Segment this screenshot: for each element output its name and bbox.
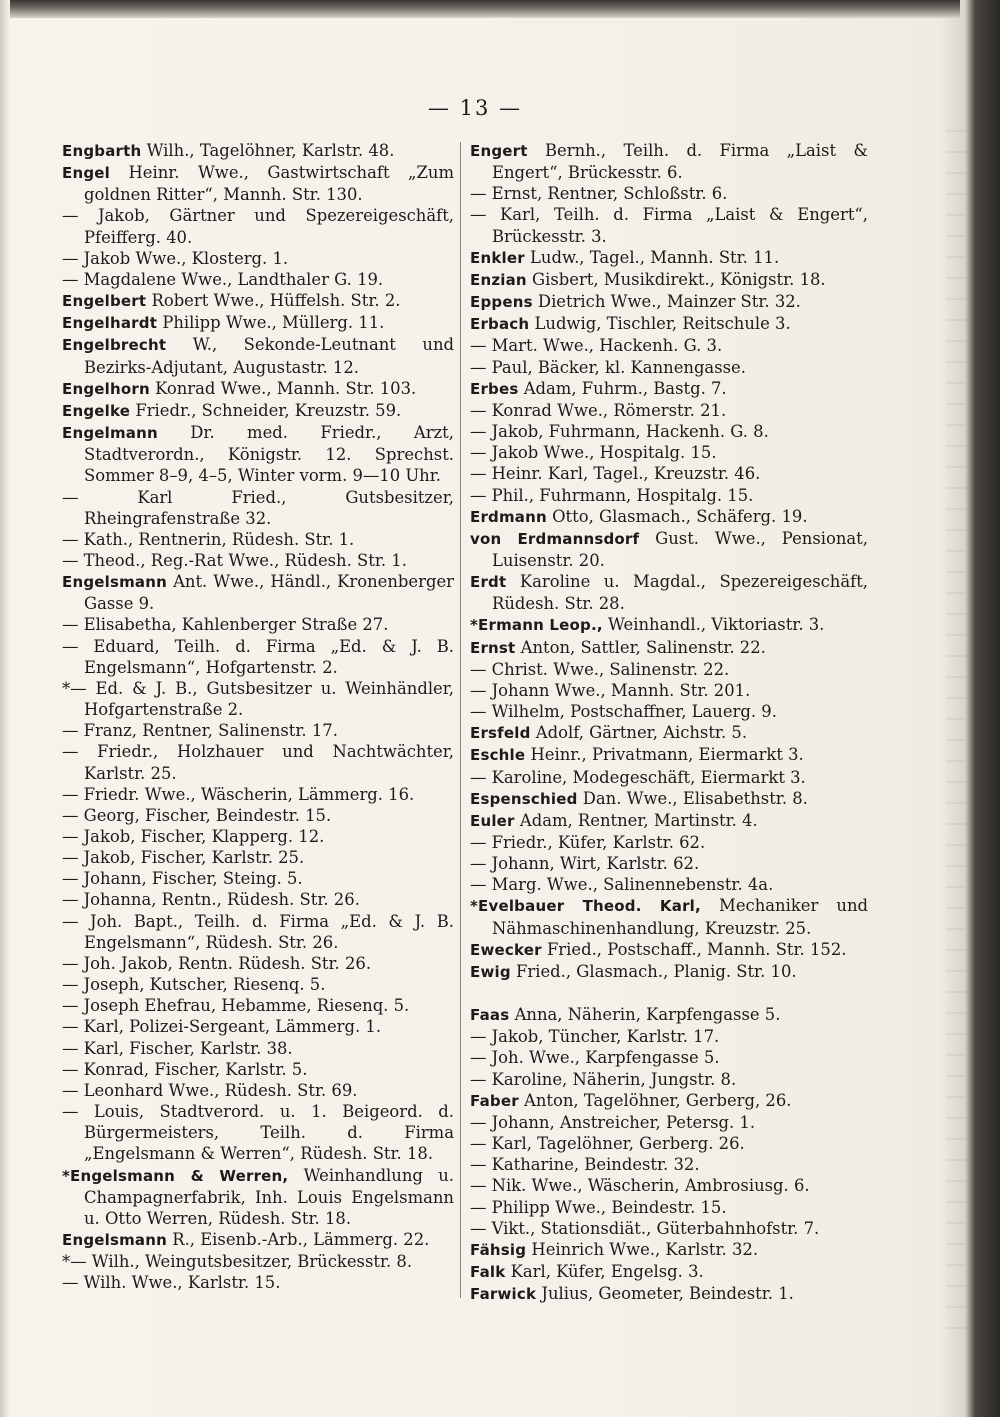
directory-entry — [470, 442, 868, 463]
entry-surname: Erbach — [470, 315, 530, 334]
directory-entry — [470, 853, 868, 874]
directory-entry — [470, 485, 868, 506]
entry-details: Heinr., Privatmann, Eiermarkt 3. — [530, 745, 804, 765]
directory-entry — [62, 953, 454, 974]
entry-details: — Paul, Bäcker, kl. Kannengasse. — [470, 357, 746, 377]
entry-details: — Magdalene Wwe., Landthaler G. 19. — [62, 269, 384, 289]
entry-details: — Karoline, Näherin, Jungstr. 8. — [470, 1069, 737, 1089]
directory-entry — [62, 995, 454, 1016]
entry-details: — Jakob Wwe., Klosterg. 1. — [62, 248, 289, 268]
entry-details: — Karl, Fischer, Karlstr. 38. — [62, 1038, 293, 1058]
entry-details: Heinr. Wwe., Gastwirtschaft „Zum goldnen Ritter“, Mannh. Str. 130. — [84, 163, 454, 205]
directory-entry — [470, 140, 868, 183]
directory-entry — [62, 1229, 454, 1251]
directory-entry — [470, 1026, 868, 1047]
directory-entry — [62, 1272, 454, 1293]
entry-surname: Faas — [470, 1006, 510, 1025]
directory-entry — [470, 701, 868, 722]
directory-entry — [470, 874, 868, 895]
entry-details: — Elisabetha, Kahlenberger Straße 27. — [62, 615, 389, 635]
entry-details: Wilh., Tagelöhner, Karlstr. 48. — [146, 141, 395, 160]
directory-entry — [62, 571, 454, 614]
entry-surname: Erdt — [470, 573, 507, 592]
entry-details: W., Sekonde-Leutnant und Bezirks-Adjutant, Augustastr. 12. — [84, 335, 454, 377]
entry-details: Julius, Geometer, Beindestr. 1. — [541, 1284, 794, 1304]
directory-entry — [62, 378, 454, 400]
entry-surname: *Ermann Leop., — [470, 616, 603, 635]
entry-details: — Franz, Rentner, Salinenstr. 17. — [62, 721, 338, 741]
entry-details: — Jakob, Fuhrmann, Hackenh. G. 8. — [470, 422, 769, 442]
directory-entry — [470, 1112, 868, 1133]
directory-entry — [470, 939, 868, 961]
directory-entry — [62, 805, 454, 826]
directory-entry — [62, 422, 454, 486]
directory-entry — [470, 1197, 868, 1218]
directory-entry — [62, 269, 454, 290]
directory-entry — [62, 248, 454, 269]
directory-entry — [470, 1047, 868, 1068]
directory-entry — [470, 1090, 868, 1112]
directory-entry — [470, 421, 868, 442]
entry-details: Konrad Wwe., Mannh. Str. 103. — [155, 378, 417, 398]
entry-details: — Wilh. Wwe., Karlstr. 15. — [62, 1273, 281, 1293]
entry-details: — Nik. Wwe., Wäscherin, Ambrosiusg. 6. — [470, 1176, 810, 1196]
entry-details: — Jakob Wwe., Hospitalg. 15. — [470, 443, 717, 463]
entry-details: — Ernst, Rentner, Schloßstr. 6. — [470, 184, 728, 204]
entry-details: — Friedr., Küfer, Karlstr. 62. — [470, 833, 706, 852]
entry-surname: Engelhardt — [62, 314, 158, 333]
entry-surname: Eppens — [470, 293, 533, 312]
entry-details: Dietrich Wwe., Mainzer Str. 32. — [537, 292, 801, 312]
entry-surname: Engelsmann — [62, 573, 168, 592]
directory-entry — [470, 1004, 868, 1026]
entry-surname: Eschle — [470, 746, 526, 765]
entry-surname: Erdmann — [470, 507, 547, 526]
directory-entry — [62, 290, 454, 312]
entry-surname: Engelhorn — [62, 379, 150, 398]
entry-details: Friedr., Schneider, Kreuzstr. 59. — [135, 400, 402, 420]
directory-entry — [470, 1069, 868, 1090]
entry-details: — Joh. Jakob, Rentn. Rüdesh. Str. 26. — [62, 953, 372, 973]
entry-details: — Theod., Reg.-Rat Wwe., Rüdesh. Str. 1. — [62, 550, 407, 570]
entry-surname: Engelsmann — [62, 1230, 168, 1249]
entry-surname: Fähsig — [470, 1240, 527, 1259]
directory-entry — [470, 832, 868, 853]
entry-details: Philipp Wwe., Müllerg. 11. — [162, 313, 385, 333]
entry-surname: Falk — [470, 1262, 506, 1281]
entry-surname: Ewecker — [470, 940, 542, 959]
directory-entry — [62, 312, 454, 334]
directory-entry — [470, 335, 868, 356]
directory-entry — [62, 614, 454, 635]
entry-details: — Georg, Fischer, Beindestr. 15. — [62, 805, 332, 825]
entry-details: Mechaniker und Nähmaschinenhandlung, Kreuzstr. 25. — [492, 896, 868, 938]
entry-details: — Joseph Ehefrau, Hebamme, Riesenq. 5. — [62, 996, 410, 1016]
directory-entry — [62, 784, 454, 805]
directory-entry — [470, 463, 868, 484]
entry-details: — Joh. Bapt., Teilh. d. Firma „Ed. & J. B. Engelsmann“, Rüdesh. Str. 26. — [62, 911, 454, 952]
directory-entry — [470, 1175, 868, 1196]
entry-details: Ludw., Tagel., Mannh. Str. 11. — [530, 247, 780, 267]
entry-details: — Johann, Anstreicher, Petersg. 1. — [470, 1112, 756, 1132]
entry-surname: Engelbert — [62, 292, 147, 311]
directory-entry — [470, 961, 868, 983]
directory-entry — [470, 1133, 868, 1154]
entry-details: Ludwig, Tischler, Reitschule 3. — [534, 314, 791, 334]
entry-details: — Jakob, Gärtner und Spezereigeschäft, Pfeifferg. 40. — [62, 206, 454, 247]
entry-details: *— Ed. & J. B., Gutsbesitzer u. Weinhändler, Hofgartenstraße 2. — [62, 678, 454, 720]
directory-entry — [470, 571, 868, 614]
directory-entry — [62, 487, 454, 529]
entry-details: — Joh. Wwe., Karpfengasse 5. — [470, 1048, 720, 1068]
entry-surname: Farwick — [470, 1285, 537, 1304]
entry-details: — Johanna, Rentn., Rüdesh. Str. 26. — [62, 890, 360, 910]
entry-surname: Engelke — [62, 401, 131, 420]
entry-details: Gust. Wwe., Pensionat, Luisenstr. 20. — [492, 528, 868, 570]
directory-entry — [62, 205, 454, 247]
entry-surname: Engelbrecht — [62, 336, 167, 355]
directory-entry — [62, 741, 454, 783]
entry-details: — Konrad, Fischer, Karlstr. 5. — [62, 1059, 308, 1079]
directory-entry — [62, 529, 454, 550]
entry-details: — Karl, Tagelöhner, Gerberg. 26. — [470, 1134, 745, 1154]
directory-entry — [470, 291, 868, 313]
entry-surname: Ersfeld — [470, 724, 531, 743]
directory-entry — [62, 889, 454, 910]
entry-details: — Eduard, Teilh. d. Firma „Ed. & J. B. Engelsmann“, Hofgartenstr. 2. — [62, 636, 454, 677]
entry-details: Karoline u. Magdal., Spezereigeschäft, Rüdesh. Str. 28. — [492, 572, 868, 614]
entry-details: — Louis, Stadtverord. u. 1. Beigeord. d. Bürgermeisters, Teilh. d. Firma „Engelsmann & Werren“, Rüdesh. Str. 18. — [62, 1102, 454, 1164]
entry-surname: Engbarth — [62, 142, 142, 160]
entry-details: — Kath., Rentnerin, Rüdesh. Str. 1. — [62, 529, 355, 549]
entry-details: Bernh., Teilh. d. Firma „Laist & Engert“, Brückesstr. 6. — [492, 141, 868, 183]
directory-entry — [62, 1059, 454, 1080]
directory-entry — [62, 974, 454, 995]
directory-entry — [62, 720, 454, 741]
entry-details: R., Eisenb.-Arb., Lämmerg. 22. — [172, 1229, 430, 1249]
entry-details: — Katharine, Beindestr. 32. — [470, 1155, 700, 1175]
directory-entry — [470, 204, 868, 246]
directory-entry — [470, 183, 868, 204]
entry-surname: Erbes — [470, 379, 519, 398]
entry-details: — Friedr. Wwe., Wäscherin, Lämmerg. 16. — [62, 784, 415, 804]
entry-details: — Jakob, Fischer, Karlstr. 25. — [62, 848, 305, 868]
entry-details: — Johann Wwe., Mannh. Str. 201. — [470, 680, 751, 700]
entry-surname: Euler — [470, 811, 515, 830]
entry-details: — Johann, Wirt, Karlstr. 62. — [470, 854, 700, 874]
entry-details: — Leonhard Wwe., Rüdesh. Str. 69. — [62, 1080, 358, 1100]
entry-details: Weinhandl., Viktoriastr. 3. — [608, 615, 825, 635]
entry-surname: Engel — [62, 164, 110, 183]
directory-entry — [470, 895, 868, 938]
directory-entry — [62, 1251, 454, 1272]
directory-entry — [62, 334, 454, 377]
directory-entry — [470, 313, 868, 335]
entry-surname: Espenschied — [470, 789, 578, 808]
entry-details: Adam, Fuhrm., Bastg. 7. — [523, 378, 727, 398]
directory-entry — [62, 868, 454, 889]
entry-details: — Philipp Wwe., Beindestr. 15. — [470, 1197, 727, 1217]
entry-details: Ant. Wwe., Händl., Kronenberger Gasse 9. — [84, 572, 454, 614]
entry-surname: Engert — [470, 142, 528, 160]
directory-entry — [62, 636, 454, 678]
directory-entry — [470, 722, 868, 744]
entry-details: — Jakob, Fischer, Klapperg. 12. — [62, 827, 325, 846]
directory-entry — [470, 1239, 868, 1261]
directory-entry — [470, 269, 868, 291]
directory-entry — [62, 1101, 454, 1164]
directory-entry — [62, 1038, 454, 1059]
entry-details: — Karl Fried., Gutsbesitzer, Rheingrafenstraße 32. — [62, 487, 454, 528]
directory-entry — [470, 788, 868, 810]
entry-details: *— Wilh., Weingutsbesitzer, Brückesstr. 8. — [62, 1252, 413, 1272]
entry-surname: Engelmann — [62, 424, 158, 443]
entry-details: — Marg. Wwe., Salinennebenstr. 4a. — [470, 875, 774, 895]
directory-entry — [470, 506, 868, 528]
directory-entry — [62, 911, 454, 953]
directory-entry — [470, 680, 868, 701]
section-gap — [470, 983, 868, 1004]
directory-entry — [470, 1283, 868, 1305]
entry-details: Weinhandlung u. Champagnerfabrik, Inh. Louis Engelsmann u. Otto Werren, Rüdesh. Str. 18. — [84, 1165, 454, 1228]
entry-details: Anton, Tagelöhner, Gerberg, 26. — [524, 1090, 792, 1110]
entry-details: Fried., Glasmach., Planig. Str. 10. — [516, 961, 797, 981]
entry-details: — Joseph, Kutscher, Riesenq. 5. — [62, 975, 326, 995]
entry-surname: *Engelsmann & Werren, — [62, 1166, 289, 1185]
directory-entry — [470, 357, 868, 378]
entry-details: Otto, Glasmach., Schäferg. 19. — [552, 506, 808, 526]
directory-entry — [470, 744, 868, 766]
right-column — [470, 140, 868, 1305]
bleed-through — [946, 130, 966, 1330]
entry-details: — Friedr., Holzhauer und Nachtwächter, Karlstr. 25. — [62, 742, 454, 783]
entry-details: Karl, Küfer, Engelsg. 3. — [510, 1261, 704, 1281]
directory-entry — [470, 767, 868, 788]
entry-details: Anton, Sattler, Salinenstr. 22. — [520, 637, 766, 657]
entry-surname: Ewig — [470, 962, 511, 981]
directory-entry — [470, 637, 868, 659]
entry-surname: Enkler — [470, 248, 525, 267]
entry-details: Dr. med. Friedr., Arzt, Stadtverordn., Königstr. 12. Sprechst. Sommer 8–9, 4–5, Winter vorm. 9—10 Uhr. — [84, 423, 454, 486]
page-number: — 13 — — [427, 96, 523, 120]
entry-details: — Phil., Fuhrmann, Hospitalg. 15. — [470, 485, 754, 505]
directory-entry — [62, 678, 454, 720]
directory-entry — [62, 140, 454, 162]
entry-details: — Jakob, Tüncher, Karlstr. 17. — [470, 1027, 720, 1047]
directory-entry — [470, 400, 868, 421]
entry-details: — Karoline, Modegeschäft, Eiermarkt 3. — [470, 767, 806, 787]
entry-surname: Faber — [470, 1091, 519, 1110]
entry-details: Anna, Näherin, Karpfengasse 5. — [514, 1005, 781, 1025]
directory-entry — [62, 1080, 454, 1101]
entry-surname: Enzian — [470, 270, 527, 289]
entry-details: — Johann, Fischer, Steing. 5. — [62, 869, 303, 889]
entry-details: — Konrad Wwe., Römerstr. 21. — [470, 400, 727, 420]
entry-details: — Vikt., Stationsdiät., Güterbahnhofstr. 7. — [470, 1218, 820, 1238]
entry-details: — Mart. Wwe., Hackenh. G. 3. — [470, 336, 723, 356]
entry-surname: Ernst — [470, 638, 516, 657]
entry-details: — Karl, Teilh. d. Firma „Laist & Engert“, Brückesstr. 3. — [470, 205, 868, 246]
directory-entry — [62, 1016, 454, 1037]
directory-entry — [470, 247, 868, 269]
directory-entry — [62, 550, 454, 571]
directory-entry — [62, 847, 454, 868]
entry-details: — Wilhelm, Postschaffner, Lauerg. 9. — [470, 702, 777, 722]
directory-entry — [470, 528, 868, 571]
entry-details: — Heinr. Karl, Tagel., Kreuzstr. 46. — [470, 464, 761, 484]
entry-details: — Christ. Wwe., Salinenstr. 22. — [470, 659, 730, 679]
directory-entry — [470, 659, 868, 680]
directory-entry — [470, 1261, 868, 1283]
directory-entry — [470, 614, 868, 636]
entry-details: Gisbert, Musikdirekt., Königstr. 18. — [532, 269, 826, 289]
entry-details: Adam, Rentner, Martinstr. 4. — [519, 810, 758, 830]
directory-entry — [62, 826, 454, 847]
entry-details: Fried., Postschaff., Mannh. Str. 152. — [546, 939, 847, 959]
entry-details: Heinrich Wwe., Karlstr. 32. — [531, 1239, 759, 1259]
directory-entry — [470, 810, 868, 832]
page-top-edge — [0, 0, 960, 18]
directory-entry — [62, 162, 454, 205]
entry-details: Adolf, Gärtner, Aichstr. 5. — [535, 723, 748, 743]
entry-surname: *Evelbauer Theod. Karl, — [470, 897, 701, 916]
entry-surname: von Erdmannsdorf — [470, 529, 640, 548]
directory-entry — [62, 1165, 454, 1229]
entry-details: Dan. Wwe., Elisabethstr. 8. — [582, 788, 808, 808]
entry-details: Robert Wwe., Hüffelsh. Str. 2. — [151, 291, 401, 311]
left-column — [62, 140, 454, 1293]
entry-details: — Karl, Polizei-Sergeant, Lämmerg. 1. — [62, 1017, 382, 1037]
column-divider — [460, 142, 461, 1298]
page-left-edge — [0, 0, 10, 1417]
directory-entry — [470, 1218, 868, 1239]
directory-entry — [470, 378, 868, 400]
directory-entry — [62, 400, 454, 422]
directory-entry — [470, 1154, 868, 1175]
